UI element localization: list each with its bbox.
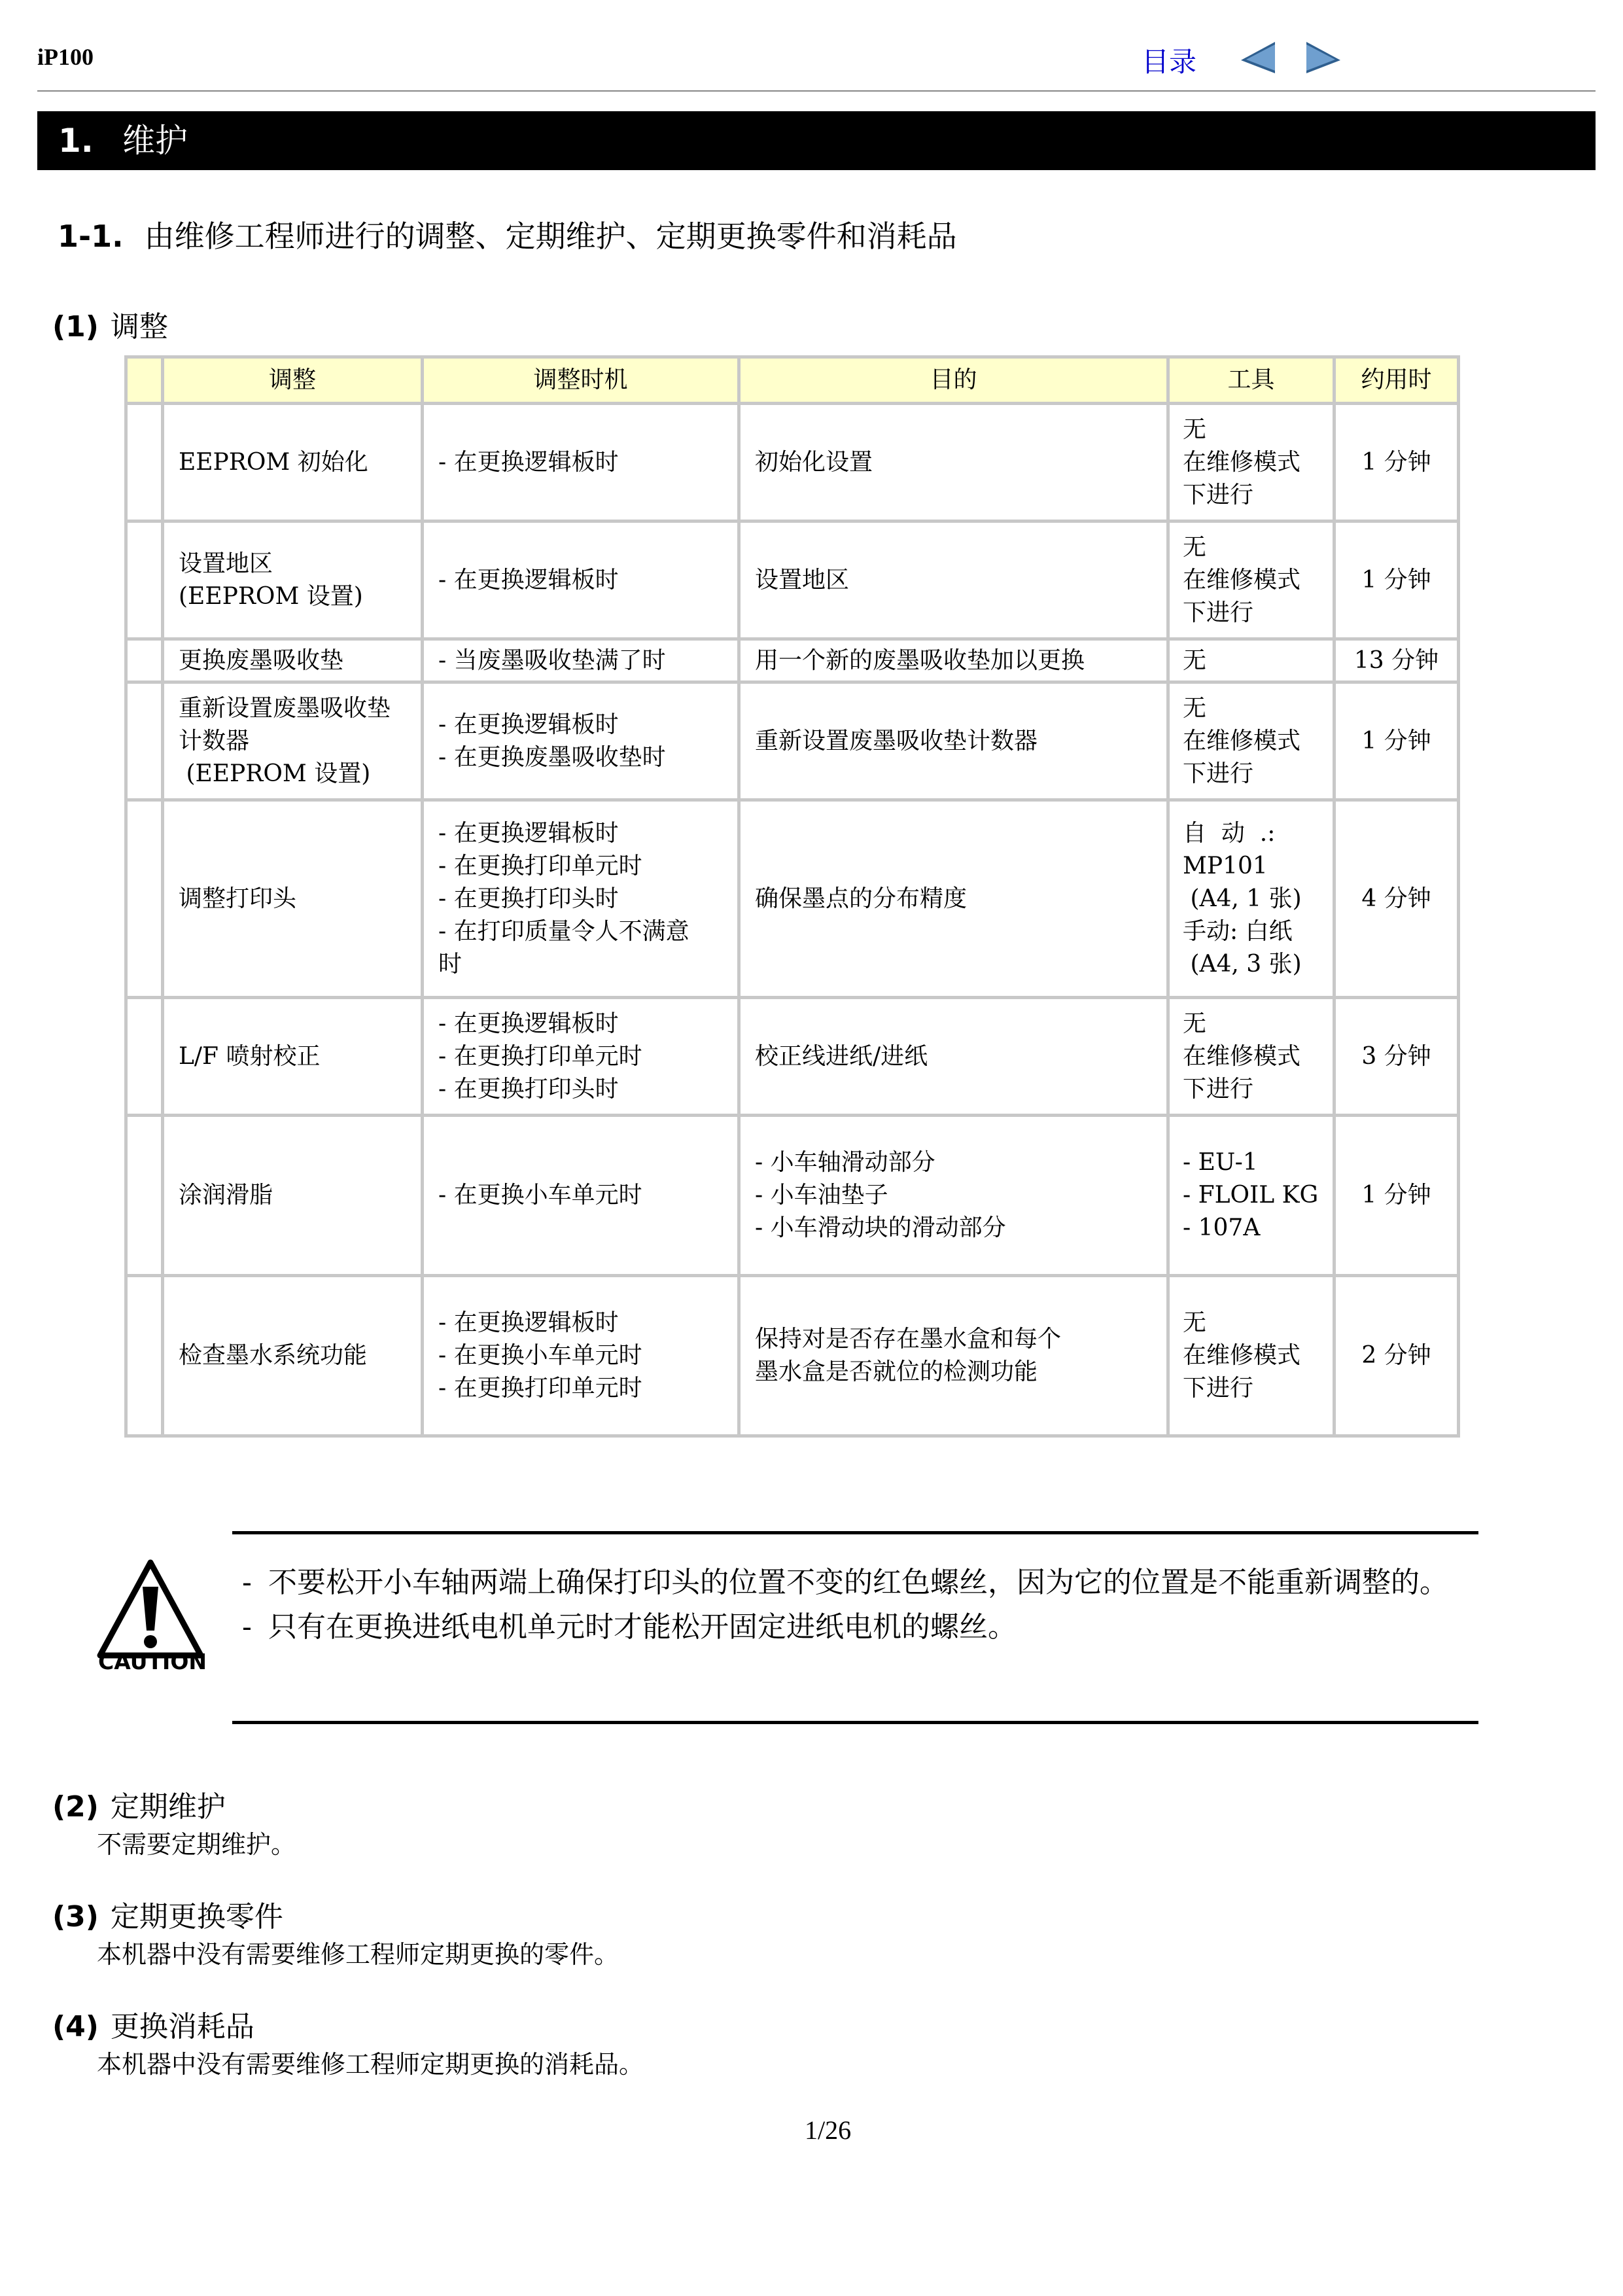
cell-adjustment bbox=[163, 404, 423, 521]
consumables-title: 更换消耗品 bbox=[110, 2010, 254, 2043]
cell-purpose bbox=[739, 1276, 1168, 1436]
caution-label: CAUTION bbox=[98, 1649, 207, 1674]
cell-line: 初始化设置 bbox=[755, 448, 873, 476]
cell-line: - 小车滑动块的滑动部分 bbox=[755, 1214, 1006, 1241]
cell-blank bbox=[126, 998, 163, 1116]
cell-line: 无 bbox=[1183, 1010, 1207, 1037]
cell-tool bbox=[1168, 998, 1335, 1116]
cell-line: 保持对是否存在墨水盒和每个 bbox=[755, 1326, 1062, 1352]
column-header-timing: 调整时机 bbox=[423, 357, 739, 404]
cell-adjustment bbox=[163, 639, 423, 682]
cell-timing bbox=[423, 521, 739, 639]
cell-line: 在维修模式 bbox=[1183, 1342, 1301, 1369]
cell-line: - 在更换逻辑板时 bbox=[438, 448, 619, 476]
cell-line: 确保墨点的分布精度 bbox=[755, 885, 968, 912]
cell-time: 1 分钟 bbox=[1335, 1116, 1459, 1276]
cell-line: (A4, 3 张) bbox=[1183, 950, 1302, 978]
cell-line: 时 bbox=[438, 950, 462, 978]
cell-line: 调整打印头 bbox=[179, 885, 297, 912]
consumables-text: 本机器中没有需要维修工程师定期更换的消耗品。 bbox=[97, 2050, 644, 2079]
column-header-tool: 工具 bbox=[1168, 357, 1335, 404]
adjustment-heading bbox=[52, 303, 168, 345]
table-header-row bbox=[126, 357, 1459, 404]
cell-purpose bbox=[739, 404, 1168, 521]
adjustment-number: (1) bbox=[52, 310, 99, 344]
cell-adjustment bbox=[163, 521, 423, 639]
cell-line: 下进行 bbox=[1183, 599, 1254, 626]
cell-line: - 在更换打印单元时 bbox=[438, 1375, 642, 1402]
cell-line: - 在更换逻辑板时 bbox=[438, 1010, 619, 1037]
cell-adjustment bbox=[163, 682, 423, 800]
cell-line: - 在更换打印单元时 bbox=[438, 1042, 642, 1070]
cell-line: 无 bbox=[1183, 415, 1207, 443]
document-model: iP100 bbox=[37, 44, 94, 70]
chapter-title: 维护 bbox=[122, 122, 188, 160]
cell-line: 在维修模式 bbox=[1183, 566, 1301, 593]
cell-line: - 在更换打印头时 bbox=[438, 885, 619, 912]
table-row bbox=[126, 682, 1459, 800]
section-number: 1-1. bbox=[58, 219, 124, 254]
cell-line: 下进行 bbox=[1183, 1075, 1254, 1103]
cell-line: - 在更换打印头时 bbox=[438, 1075, 619, 1103]
cell-line: 重新设置废墨吸收垫计数器 bbox=[755, 727, 1038, 754]
cell-purpose bbox=[739, 521, 1168, 639]
cell-timing bbox=[423, 404, 739, 521]
maintenance-text: 不需要定期维护。 bbox=[97, 1830, 296, 1859]
cell-time: 2 分钟 bbox=[1335, 1276, 1459, 1436]
table-row bbox=[126, 1116, 1459, 1276]
page-number: 1/26 bbox=[805, 2115, 852, 2145]
cell-line: - 在更换逻辑板时 bbox=[438, 711, 619, 738]
cell-adjustment bbox=[163, 998, 423, 1116]
cell-line: 下进行 bbox=[1183, 760, 1254, 787]
section-title: 由维修工程师进行的调整、定期维护、定期更换零件和消耗品 bbox=[144, 219, 957, 254]
cell-line: L/F 喷射校正 bbox=[179, 1042, 321, 1070]
replacement-parts-title: 定期更换零件 bbox=[110, 1900, 283, 1934]
cell-line: - 在更换逻辑板时 bbox=[438, 819, 619, 847]
cell-line: 在维修模式 bbox=[1183, 448, 1301, 476]
cell-line: 无 bbox=[1183, 646, 1207, 674]
replacement-parts-heading bbox=[52, 1893, 283, 1935]
cell-time: 1 分钟 bbox=[1335, 682, 1459, 800]
header-divider bbox=[37, 90, 1596, 92]
cell-blank bbox=[126, 521, 163, 639]
cell-line: EEPROM 初始化 bbox=[179, 448, 368, 476]
table-row bbox=[126, 1276, 1459, 1436]
cell-line: 设置地区 bbox=[755, 566, 850, 593]
caution-top-rule bbox=[232, 1531, 1478, 1534]
triangle-left-icon[interactable] bbox=[1240, 41, 1276, 75]
cell-adjustment bbox=[163, 1276, 423, 1436]
cell-line: 下进行 bbox=[1183, 481, 1254, 508]
column-header-time: 约用时 bbox=[1335, 357, 1459, 404]
cell-timing bbox=[423, 800, 739, 998]
cell-blank bbox=[126, 404, 163, 521]
cell-tool bbox=[1168, 682, 1335, 800]
cell-line: 用一个新的废墨吸收垫加以更换 bbox=[755, 646, 1085, 674]
maintenance-title: 定期维护 bbox=[110, 1790, 226, 1824]
cell-line: - FLOIL KG bbox=[1183, 1182, 1319, 1209]
adjustment-title: 调整 bbox=[110, 310, 168, 344]
cell-line: 无 bbox=[1183, 694, 1207, 722]
cell-tool bbox=[1168, 1116, 1335, 1276]
chapter-number: 1. bbox=[58, 122, 94, 160]
cell-time: 13 分钟 bbox=[1335, 639, 1459, 682]
cell-purpose bbox=[739, 682, 1168, 800]
replacement-parts-number: (3) bbox=[52, 1900, 99, 1934]
cell-line: 在维修模式 bbox=[1183, 727, 1301, 754]
cell-timing bbox=[423, 1116, 739, 1276]
cell-timing bbox=[423, 1276, 739, 1436]
table-row bbox=[126, 998, 1459, 1116]
cell-line: 检查墨水系统功能 bbox=[179, 1342, 368, 1369]
cell-time: 3 分钟 bbox=[1335, 998, 1459, 1116]
cell-line: - 107A bbox=[1183, 1214, 1261, 1241]
cell-line: - 小车轴滑动部分 bbox=[755, 1149, 935, 1176]
cell-line: 手动: 白纸 bbox=[1183, 917, 1293, 945]
cell-adjustment bbox=[163, 800, 423, 998]
cell-blank bbox=[126, 800, 163, 998]
adjustment-table bbox=[124, 355, 1460, 1438]
cell-line: - 在更换废墨吸收垫时 bbox=[438, 743, 666, 771]
caution-list bbox=[242, 1561, 1465, 1650]
cell-time: 4 分钟 bbox=[1335, 800, 1459, 998]
chapter-heading bbox=[37, 111, 1596, 170]
column-header-purpose: 目的 bbox=[739, 357, 1168, 404]
cell-tool bbox=[1168, 1276, 1335, 1436]
cell-timing bbox=[423, 639, 739, 682]
table-row bbox=[126, 521, 1459, 639]
replacement-parts-text: 本机器中没有需要维修工程师定期更换的零件。 bbox=[97, 1940, 620, 1969]
cell-timing bbox=[423, 682, 739, 800]
cell-line: 更换废墨吸收垫 bbox=[179, 646, 344, 674]
cell-line: - EU-1 bbox=[1183, 1149, 1258, 1176]
cell-line: 下进行 bbox=[1183, 1375, 1254, 1402]
cell-line: - 在更换逻辑板时 bbox=[438, 566, 619, 593]
maintenance-heading bbox=[52, 1783, 226, 1825]
cell-tool bbox=[1168, 639, 1335, 682]
cell-purpose bbox=[739, 800, 1168, 998]
cell-blank bbox=[126, 682, 163, 800]
table-row bbox=[126, 639, 1459, 682]
column-header-blank bbox=[126, 357, 163, 404]
cell-tool bbox=[1168, 800, 1335, 998]
cell-line: MP101 bbox=[1183, 852, 1268, 879]
consumables-heading bbox=[52, 2003, 254, 2045]
table-of-contents-link[interactable]: 目录 bbox=[1142, 46, 1197, 78]
caution-item: - 不要松开小车轴两端上确保打印头的位置不变的红色螺丝，因为它的位置是不能重新调整的。 bbox=[242, 1566, 1448, 1599]
cell-line: 无 bbox=[1183, 533, 1207, 561]
table-row bbox=[126, 404, 1459, 521]
cell-blank bbox=[126, 639, 163, 682]
cell-line: 重新设置废墨吸收垫 bbox=[179, 694, 391, 722]
cell-line: (A4, 1 张) bbox=[1183, 885, 1302, 912]
cell-line: - 在更换小车单元时 bbox=[438, 1182, 642, 1209]
cell-line: - 在更换逻辑板时 bbox=[438, 1309, 619, 1336]
cell-line: 设置地区 bbox=[179, 550, 273, 577]
cell-line: - 在更换小车单元时 bbox=[438, 1342, 642, 1369]
cell-purpose bbox=[739, 639, 1168, 682]
cell-time: 1 分钟 bbox=[1335, 404, 1459, 521]
consumables-number: (4) bbox=[52, 2010, 99, 2043]
cell-tool bbox=[1168, 404, 1335, 521]
cell-line: - 在更换打印单元时 bbox=[438, 852, 642, 879]
cell-line: 涂润滑脂 bbox=[179, 1182, 273, 1209]
cell-line: - 在打印质量令人不满意 bbox=[438, 917, 689, 945]
cell-tool bbox=[1168, 521, 1335, 639]
cell-line: 无 bbox=[1183, 1309, 1207, 1336]
caution-bottom-rule bbox=[232, 1721, 1478, 1724]
maintenance-number: (2) bbox=[52, 1790, 99, 1824]
cell-time: 1 分钟 bbox=[1335, 521, 1459, 639]
cell-timing bbox=[423, 998, 739, 1116]
cell-blank bbox=[126, 1276, 163, 1436]
table-row bbox=[126, 800, 1459, 998]
cell-line: (EEPROM 设置) bbox=[179, 760, 371, 787]
cell-line: (EEPROM 设置) bbox=[179, 582, 363, 610]
cell-line: - 当废墨吸收垫满了时 bbox=[438, 646, 666, 674]
cell-purpose bbox=[739, 1116, 1168, 1276]
triangle-right-icon[interactable] bbox=[1305, 41, 1342, 75]
cell-blank bbox=[126, 1116, 163, 1276]
cell-line: 校正线进纸/进纸 bbox=[755, 1042, 928, 1070]
cell-line: 墨水盒是否就位的检测功能 bbox=[755, 1358, 1038, 1385]
cell-line: 计数器 bbox=[179, 727, 250, 754]
cell-line: 自 动 .: bbox=[1183, 819, 1276, 847]
cell-line: 在维修模式 bbox=[1183, 1042, 1301, 1070]
column-header-adjustment: 调整 bbox=[163, 357, 423, 404]
cell-purpose bbox=[739, 998, 1168, 1116]
cell-line: - 小车油垫子 bbox=[755, 1182, 888, 1209]
cell-adjustment bbox=[163, 1116, 423, 1276]
caution-item: - 只有在更换进纸电机单元时才能松开固定进纸电机的螺丝。 bbox=[242, 1610, 1017, 1644]
section-heading bbox=[58, 213, 957, 256]
